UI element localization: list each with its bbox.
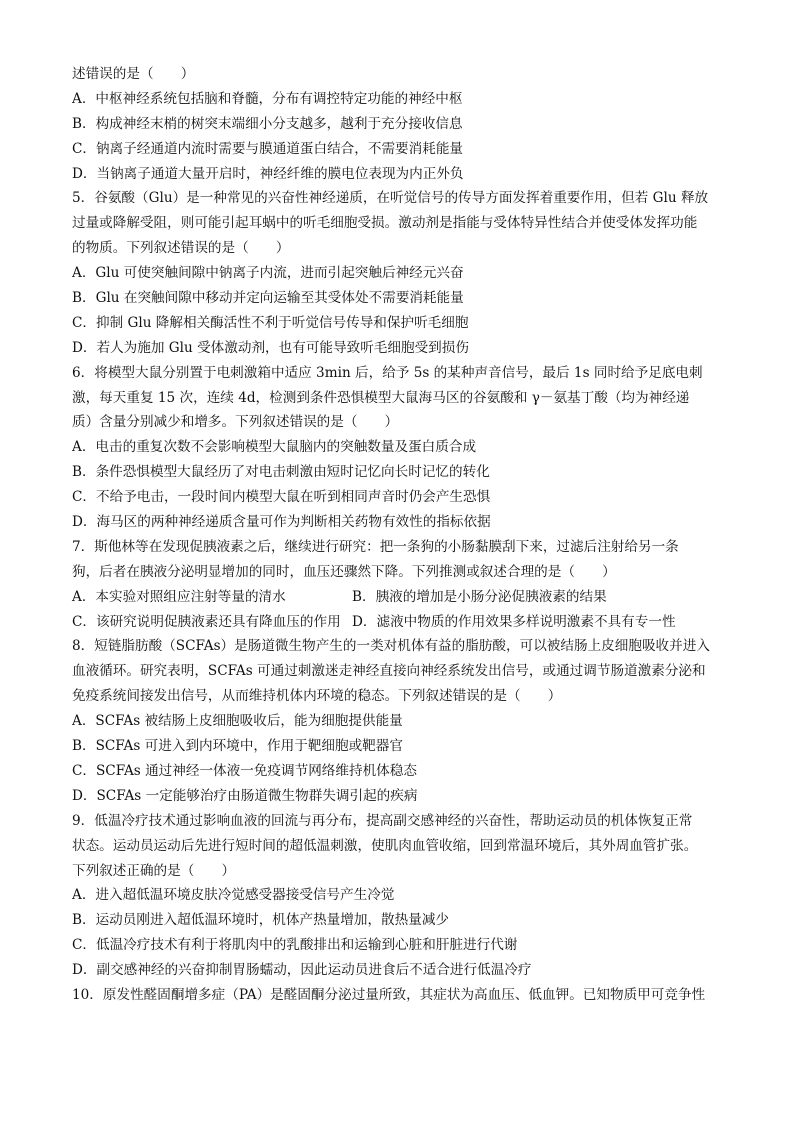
answer-option: D．海马区的两种神经递质含量可作为判断相关药物有效性的指标依据 xyxy=(72,514,491,531)
answer-option: B．条件恐惧模型大鼠经历了对电击刺激由短时记忆向长时记忆的转化 xyxy=(72,464,490,481)
answer-option: A．中枢神经系统包括脑和脊髓，分布有调控特定功能的神经中枢 xyxy=(72,90,463,107)
exam-page xyxy=(72,62,718,1008)
answer-option: C．钠离子经通道内流时需要与膜通道蛋白结合，不需要消耗能量 xyxy=(72,140,464,157)
answer-option: B．SCFAs 可进入到内环境中，作用于靶细胞或靶器官 xyxy=(72,738,403,755)
answer-option: D．若人为施加 Glu 受体激动剂，也有可能导致听毛细胞受到损伤 xyxy=(72,339,469,356)
answer-option: C．不给予电击，一段时间内模型大鼠在听到相同声音时仍会产生恐惧 xyxy=(72,489,491,506)
question-line: 过量或降解受阻，则可能引起耳蜗中的听毛细胞受损。激动剂是指能与受体特异性结合并使受体发挥功能 xyxy=(72,215,698,232)
answer-option: B．Glu 在突触间隙中移动并定向运输至其受体处不需要消耗能量 xyxy=(72,290,464,307)
question-line: 6．将模型大鼠分别置于电刺激箱中适应 3min 后，给予 5s 的某种声音信号，最后 1s 同时给予足底电刺 xyxy=(72,364,703,381)
question-stem xyxy=(72,983,718,1008)
question-line: 5．谷氨酸（Glu）是一种常见的兴奋性神经递质，在听觉信号的传导方面发挥着重要作用，但若 Glu 释放 xyxy=(72,190,709,207)
question-line: 免疫系统间接发出信号，从而维持机体内环境的稳态。下列叙述错误的是（ ） xyxy=(72,688,562,705)
question-stem xyxy=(72,361,718,436)
answer-option: A．进入超低温环境皮肤冷觉感受器接受信号产生冷觉 xyxy=(72,887,395,904)
answer-option-row xyxy=(72,585,718,610)
answer-option: C．低温冷疗技术有利于将肌肉中的乳酸排出和运输到心脏和肝脏进行代谢 xyxy=(72,937,518,954)
answer-option: B．构成神经末梢的树突末端细小分支越多，越利于充分接收信息 xyxy=(72,115,463,132)
question-line: 状态。运动员运动后先进行短时间的超低温刺激，使肌肉血管收缩，回到常温环境后，其外周血管扩张。 xyxy=(72,837,698,854)
question-line: 9．低温冷疗技术通过影响血液的回流与再分布，提高副交感神经的兴奋性，帮助运动员的机体恢复正常 xyxy=(72,812,693,829)
question-line: 质）含量分别减少和增多。下列叙述错误的是（ ） xyxy=(72,414,399,431)
question-line: 8．短链脂肪酸（SCFAs）是肠道微生物产生的一类对机体有益的脂肪酸，可以被结肠上皮细胞吸收并进入 xyxy=(72,638,710,655)
answer-option: C．抑制 Glu 降解相关酶活性不利于听觉信号传导和保护听毛细胞 xyxy=(72,314,469,331)
answer-option-row xyxy=(72,610,718,635)
text-line: 述错误的是（ ） xyxy=(72,66,195,82)
answer-option: D．副交感神经的兴奋抑制胃肠蠕动，因此运动员进食后不适合进行低温冷疗 xyxy=(72,962,532,979)
answer-option: D．当钠离子通道大量开启时，神经纤维的膜电位表现为内正外负 xyxy=(72,165,464,182)
question-line: 的物质。下列叙述错误的是（ ） xyxy=(72,240,290,257)
question-line: 血液循环。研究表明，SCFAs 可通过刺激迷走神经直接向神经系统发出信号，或通过调节肠道激素分泌和 xyxy=(72,663,706,680)
answer-option: C．SCFAs 通过神经一体液一免疫调节网络维持机体稳态 xyxy=(72,762,417,779)
answer-option: A．电击的重复次数不会影响模型大鼠脑内的突触数量及蛋白质合成 xyxy=(72,439,477,456)
question-stem xyxy=(72,186,718,261)
question-stem xyxy=(72,634,718,709)
question-stem xyxy=(72,809,718,884)
answer-option: B．运动员刚进入超低温环境时，机体产热量增加，散热量减少 xyxy=(72,912,450,929)
answer-option: A．Glu 可使突触间隙中钠离子内流，进而引起突触后神经元兴奋 xyxy=(72,265,464,282)
question-line: 激，每天重复 15 次，连续 4d，检测到条件恐惧模型大鼠海马区的谷氨酸和 γ－氨基丁酸（均为神经递 xyxy=(72,389,690,406)
answer-option: D．SCFAs 一定能够治疗由肠道微生物群失调引起的疾病 xyxy=(72,787,418,804)
question-stem xyxy=(72,535,718,585)
answer-option: D．滤液中物质的作用效果多样说明激素不具有专一性 xyxy=(352,613,676,630)
answer-option: C．该研究说明促胰液素还具有降血压的作用 xyxy=(72,613,341,630)
question-line: 下列叙述正确的是（ ） xyxy=(72,862,236,879)
answer-option: A．SCFAs 被结肠上皮细胞吸收后，能为细胞提供能量 xyxy=(72,713,403,730)
question-line: 7．斯他林等在发现促胰液素之后，继续进行研究：把一条狗的小肠黏膜刮下来，过滤后注射给另一条 xyxy=(72,538,679,555)
question-line: 10．原发性醛固酮增多症（PA）是醛固酮分泌过量所致，其症状为高血压、低血钾。已知物质甲可竞争性 xyxy=(72,986,706,1003)
question-line: 狗，后者在胰液分泌明显增加的同时，血压还骤然下降。下列推测或叙述合理的是（ ） xyxy=(72,563,616,580)
answer-option: A．本实验对照组应注射等量的清水 xyxy=(72,588,286,605)
answer-option: B．胰液的增加是小肠分泌促胰液素的结果 xyxy=(352,588,607,605)
